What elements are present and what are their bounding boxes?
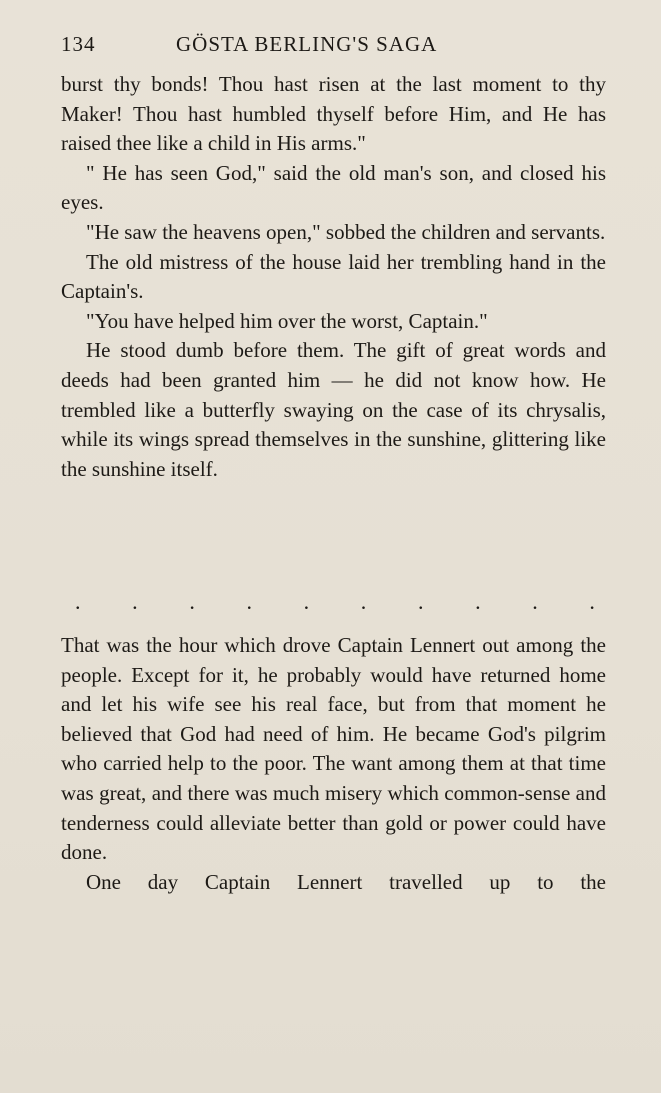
paragraph: He stood dumb before them. The gift of great words and deeds had been granted him — he did not know how. He trembled like a butterfly swaying on the case of its chrysalis, while its wings spread themselves in the sunshine, glittering like the sunshine itself.: [61, 338, 606, 481]
paragraph: " He has seen God," said the old man's son, and closed his eyes.: [61, 160, 606, 215]
separator-dot: .: [532, 589, 538, 614]
paragraph: That was the hour which drove Captain Lennert out among the people. Except for it, he probably would have returned home and let his wife see his real face, but from that moment he believed that God had need of him. He became God's pilgrim who carried help to the poor. The want among them at that time was great, and there was much misery which common-sense and tenderness could alleviate better than gold or power could have done.: [61, 633, 606, 865]
separator-dot: .: [417, 589, 424, 614]
separator-dot: .: [132, 589, 138, 614]
paragraph: The old mistress of the house laid her trembling hand in the Captain's.: [61, 249, 606, 304]
paragraph: "He saw the heavens open," sobbed the children and servants.: [86, 219, 606, 244]
page-number: 134: [61, 32, 96, 56]
paragraph: "You have helped him over the worst, Captain.": [86, 308, 488, 333]
paragraph: burst thy bonds! Thou hast risen at the last moment to thy Maker! Thou hast humbled thyself before Him, and He has raised thee like a child in His arms.": [61, 72, 606, 156]
separator-dot: .: [360, 589, 367, 614]
page-header: [61, 32, 606, 60]
separator-dot: .: [189, 589, 195, 614]
paragraph: One day Captain Lennert travelled up to the: [86, 869, 606, 894]
separator-dot: .: [303, 589, 310, 614]
running-title: GÖSTA BERLING'S SAGA: [176, 32, 438, 56]
body-text-section-1: [61, 70, 606, 484]
body-text-section-2: [61, 631, 606, 897]
separator-dot: .: [475, 589, 481, 614]
separator-dot: .: [75, 589, 81, 614]
separator-dot: .: [589, 589, 595, 614]
separator-dot: .: [246, 589, 252, 614]
section-separator: [75, 589, 595, 615]
